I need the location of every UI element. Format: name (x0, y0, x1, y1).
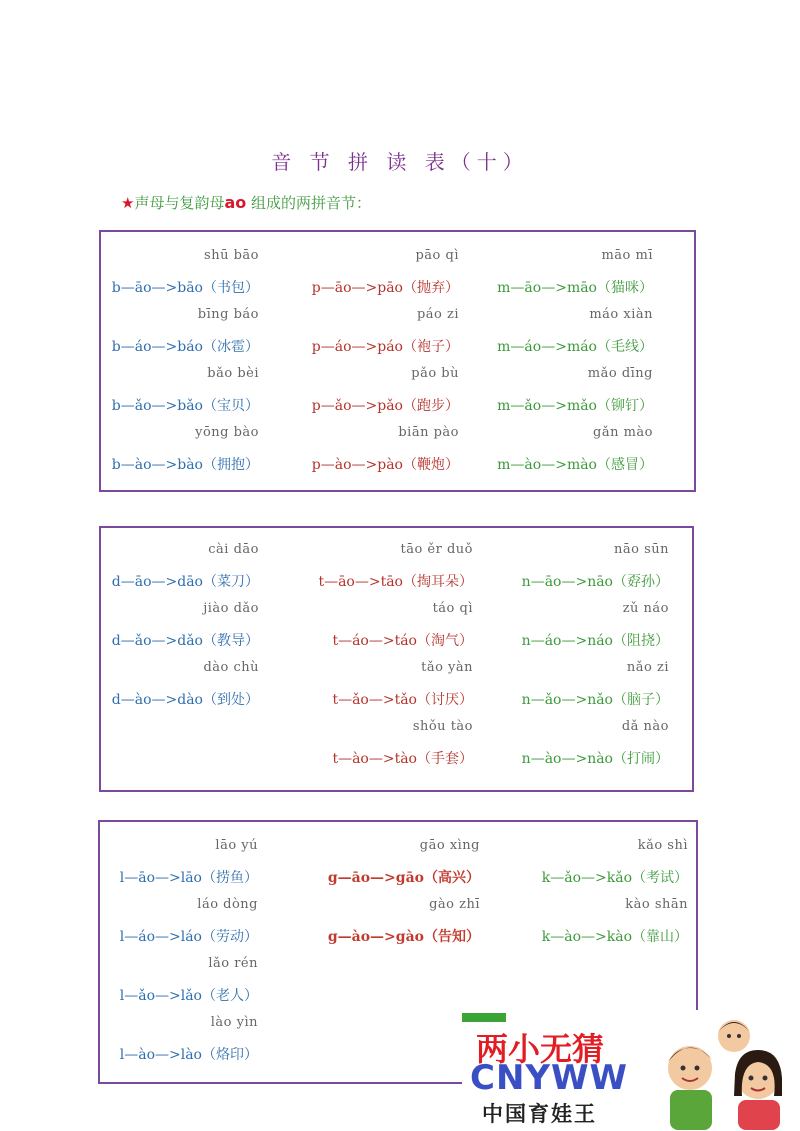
spelling-line: l—ào—>lào（烙印） (119, 1047, 258, 1063)
spelling-line: b—āo—>bāo（书包） (111, 280, 259, 296)
syllable-table-d-t-n (99, 526, 694, 792)
star-icon: ★ (121, 194, 135, 212)
spelling-line: m—áo—>máo（毛线） (497, 339, 653, 355)
pinyin-label: yōng bào (195, 425, 259, 440)
pinyin-label: táo qì (432, 601, 473, 616)
pinyin-label: shū bāo (204, 248, 259, 263)
spelling-line: n—ǎo—>nǎo（脑子） (521, 692, 669, 708)
syllable-table-b-p-m (99, 230, 696, 492)
spelling-line: d—ǎo—>dǎo（教导） (111, 633, 259, 649)
spelling-line: k—ǎo—>kǎo（考试） (541, 870, 688, 886)
pinyin-label: biān pào (398, 425, 459, 440)
pinyin-label: zǔ náo (622, 601, 669, 616)
pinyin-label: jiào dǎo (203, 601, 259, 616)
spelling-line: l—ǎo—>lǎo（老人） (119, 988, 258, 1004)
pinyin-label: dào chù (203, 660, 259, 675)
spelling-line: t—ǎo—>tǎo（讨厌） (332, 692, 473, 708)
spelling-line: b—áo—>báo（冰雹） (111, 339, 259, 355)
pinyin-label: tǎo yàn (421, 660, 473, 675)
logo-line1: 两小无猜 (476, 1030, 605, 1068)
spelling-line: l—āo—>lāo（捞鱼） (119, 870, 258, 886)
spelling-line: b—ǎo—>bǎo（宝贝） (111, 398, 259, 414)
spelling-line: p—ǎo—>pǎo（跑步） (311, 398, 459, 414)
page-title: 音 节 拼 读 表（十） (271, 150, 529, 174)
pinyin-label: gāo xìng (419, 838, 480, 853)
spelling-line: g—ào—>gào（告知） (327, 929, 480, 945)
subtitle-before: 声母与复韵母 (134, 194, 225, 212)
pinyin-label: máo xiàn (589, 307, 653, 322)
pinyin-label: māo mī (601, 248, 653, 263)
spelling-line: t—āo—>tāo（掏耳朵） (318, 574, 473, 590)
pinyin-label: lāo yú (215, 838, 258, 853)
spelling-line: n—āo—>nāo（孬孙） (521, 574, 669, 590)
pinyin-label: láo dòng (197, 897, 258, 912)
pinyin-label: dǎ nào (621, 719, 669, 734)
pinyin-label: nāo sūn (614, 542, 669, 557)
spelling-line: m—ào—>mào（感冒） (497, 457, 653, 473)
spelling-line: k—ào—>kào（靠山） (541, 929, 688, 945)
spelling-line: p—ào—>pào（鞭炮） (311, 457, 459, 473)
spelling-line: p—āo—>pāo（抛弃） (311, 280, 459, 296)
brand-logo (462, 1010, 800, 1131)
logo-bar (462, 1013, 506, 1022)
spelling-line: n—áo—>náo（阻挠） (521, 633, 669, 649)
pinyin-label: pāo qì (415, 248, 459, 263)
spelling-line: n—ào—>nào（打闹） (521, 751, 669, 767)
pinyin-label: tāo ěr duǒ (400, 542, 473, 557)
pinyin-label: nǎo zi (626, 660, 669, 675)
pinyin-label: gào zhī (429, 897, 480, 912)
spelling-line: m—āo—>māo（猫咪） (497, 280, 653, 296)
spelling-line: p—áo—>páo（袍子） (311, 339, 459, 355)
spelling-line: b—ào—>bào（拥抱） (111, 457, 259, 473)
logo-line2: CNYWW (470, 1058, 629, 1098)
pinyin-label: pǎo bù (411, 366, 459, 381)
section-subtitle (121, 192, 371, 213)
spelling-line: l—áo—>láo（劳动） (119, 929, 258, 945)
subtitle-ao: ao (224, 193, 247, 212)
pinyin-label: shǒu tào (412, 719, 473, 734)
spelling-line: m—ǎo—>mǎo（铆钉） (497, 398, 653, 414)
spelling-line: t—ào—>tào（手套） (332, 751, 473, 767)
spelling-line: t—áo—>táo（淘气） (332, 633, 473, 649)
pinyin-label: bǎo bèi (207, 366, 259, 381)
pinyin-label: lǎo rén (208, 956, 258, 971)
subtitle-after: 组成的两拼音节： (246, 194, 372, 212)
spelling-line: g—āo—>gāo（高兴） (327, 870, 480, 886)
spelling-line: d—āo—>dāo（菜刀） (111, 574, 259, 590)
pinyin-label: kǎo shì (637, 838, 688, 853)
cartoon-kids-icon (638, 1012, 798, 1130)
pinyin-label: kào shān (625, 897, 688, 912)
pinyin-label: bīng báo (197, 307, 259, 322)
pinyin-label: mǎo dīng (587, 366, 653, 381)
pinyin-label: lào yìn (210, 1015, 258, 1030)
spelling-line: d—ào—>dào（到处） (111, 692, 259, 708)
pinyin-label: páo zi (416, 307, 459, 322)
pinyin-label: gǎn mào (593, 425, 653, 440)
logo-line3: 中国育娃王 (482, 1102, 597, 1126)
pinyin-label: cài dāo (208, 542, 259, 557)
